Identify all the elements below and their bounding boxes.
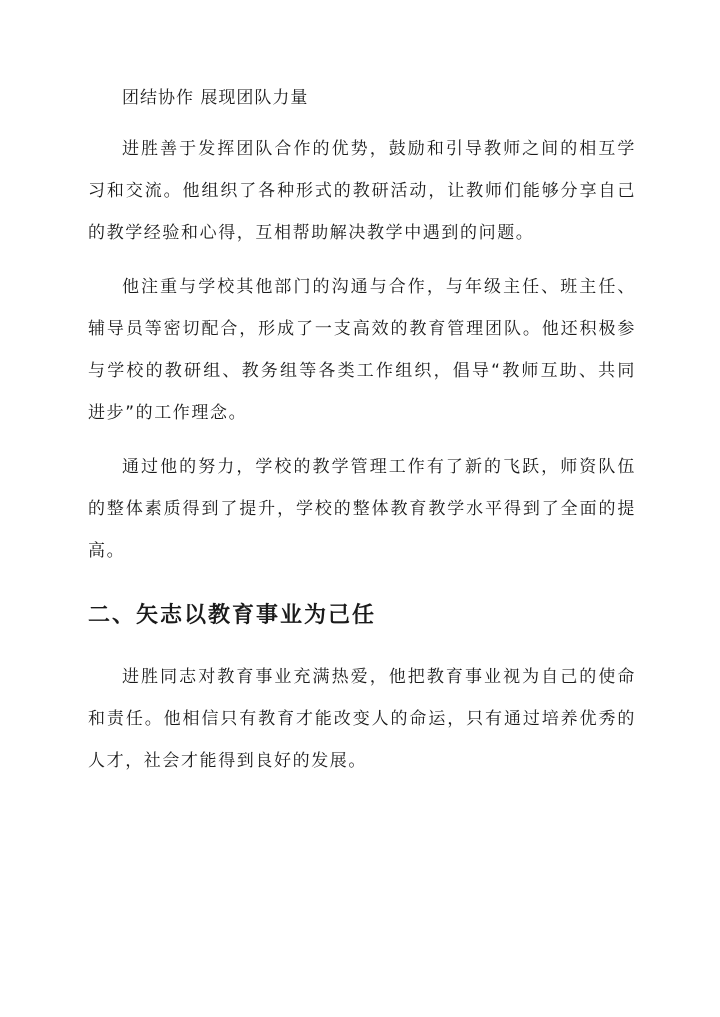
paragraph-dedication-1: 进胜同志对教育事业充满热爱，他把教育事业视为自己的使命和责任。他相信只有教育才能改变人的命运，只有通过培养优秀的人才，社会才能得到良好的发展。 [88,667,636,771]
paragraph-teamwork-1: 进胜善于发挥团队合作的优势，鼓励和引导教师之间的相互学习和交流。他组织了各种形式的教研活动，让教师们能够分享自己的教学经验和心得，互相帮助解决教学中遇到的问题。 [88,139,636,243]
section-heading: 二、矢志以教育事业为己任 [88,603,377,628]
document-body [88,82,636,794]
paragraph-teamwork-3: 通过他的努力，学校的教学管理工作有了新的飞跃，师资队伍的整体素质得到了提升，学校的整体教育教学水平得到了全面的提高。 [88,457,636,561]
subheading: 团结协作 展现团队力量 [122,88,309,108]
paragraph-teamwork-2: 他注重与学校其他部门的沟通与合作，与年级主任、班主任、辅导员等密切配合，形成了一支高效的教育管理团队。他还积极参与学校的教研组、教务组等各类工作组织，倡导“教师互助、共同进步”的工作理念。 [88,277,636,423]
